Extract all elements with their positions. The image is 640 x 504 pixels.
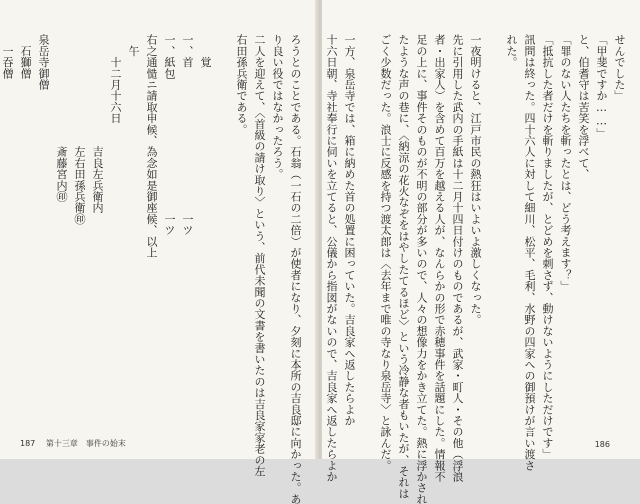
left-page-footer — [20, 438, 134, 449]
text-line: 先に引用した武内の手紙は十二月十四日付けのものであるが、武家・町人・その他（浮浪 — [451, 34, 464, 482]
text-line: 訊問は終った。四十六人に対して細川、松平、毛利、水野の四家への御預けが言い渡さ — [523, 34, 536, 471]
left-page-number: 187 — [20, 439, 36, 448]
text-line: 一、紙包 一ツ — [163, 34, 176, 236]
text-line: れた。 — [505, 34, 518, 68]
text-line: と、伯耆守は苦笑を浮べて、 — [577, 34, 590, 180]
right-page-number: 186 — [594, 440, 610, 449]
right-page-footer — [595, 440, 618, 449]
text-line: 一夜明けると、江戸市民の熱狂はいよいよ激しくなった。 — [469, 34, 482, 326]
text-line: せんでした」 — [613, 34, 626, 102]
text-line: 午 — [127, 34, 140, 57]
text-line: 二人を迎えて、〈首級の請け取り〉という、前代未聞の文書を書いたのは吉良家家老の左 — [253, 34, 266, 477]
text-line: 一方、泉岳寺では、箱に納めた首の処置に困っていた。吉良家へ返したらよか — [343, 34, 356, 426]
text-line: 「抵抗した者だけを斬りましたが、とどめを刺さず、動けないようにしただけです」 — [541, 34, 554, 460]
text-line: 右田孫兵衛である。 — [235, 34, 248, 135]
text-line: ごく少数だった。浪士に反感を持つ渡太郎は〈去年まで唯の寺なり泉岳寺〉と詠んだ。 — [379, 34, 392, 471]
left-page — [0, 0, 318, 504]
text-line: 「罪のない人たちを斬ったとは、どう考えます？」 — [559, 34, 572, 292]
text-line: 者・出家人）を含めて百万を越える人が、なんらかの形で赤穂事件を話題にした。情報不 — [433, 34, 446, 482]
text-line: り良い役ではなかったろう。 — [271, 34, 284, 180]
text-line: 十六日朝、寺社奉行に伺いを立てると、公儀から指図がないので、吉良家へ返したらよか — [325, 34, 338, 482]
text-line: 「甲斐ですか……」 — [595, 34, 608, 139]
text-line: 一吞僧 — [1, 34, 14, 79]
text-line: 斎藤宮内㊞ — [55, 34, 68, 202]
text-line: 十二月十六日 — [109, 34, 122, 124]
text-line: たような声の巷に、〈納涼の花火なぞをはやしたてるほど〉という冷静な者もいたが、それは — [397, 34, 410, 499]
text-line: 石獅僧 — [19, 34, 32, 79]
text-line: 左右田孫兵衛㊞ — [73, 34, 86, 225]
text-line: 右之通慥ニ請取申候、為念如是御座候、以上 — [145, 34, 158, 258]
running-head: 第十三章 事件の始末 — [45, 439, 126, 448]
right-page — [322, 0, 640, 504]
text-line: 泉岳寺御僧 — [37, 34, 50, 90]
text-line: 一、首 一ツ — [181, 34, 194, 236]
text-line: 覚 — [199, 34, 212, 68]
text-line — [484, 34, 502, 434]
text-line: 吉良左兵衛内 — [91, 34, 104, 214]
text-line — [214, 34, 232, 434]
text-line: 足の上に、事件そのものが不明の部分が多いので、人々の想像力をかき立てた。熱に浮かされ — [415, 34, 428, 504]
text-line: ろうとのことである。石翁（一石の二倍）が使者になり、夕刻に本所の吉良邸に向かった。あ — [289, 34, 302, 504]
text-line — [358, 34, 376, 434]
